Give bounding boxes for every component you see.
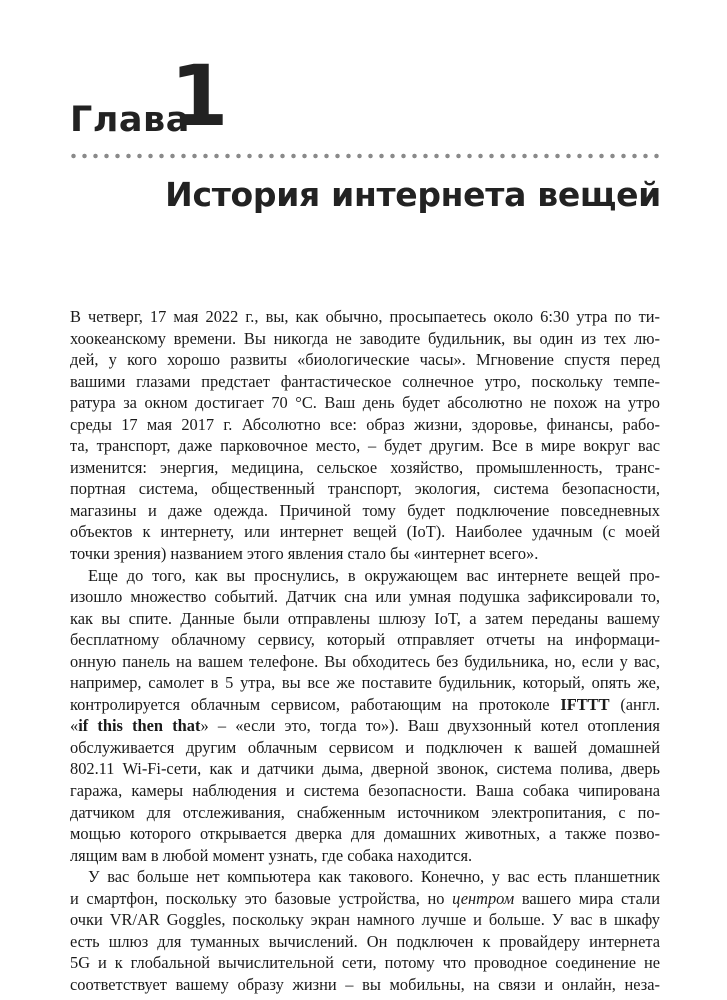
text-line [70,543,660,565]
text-run: ратура за окном достигает 70 °C. Ваш день будет абсолютно не похож на утро [70,393,660,413]
text-line [70,823,660,845]
text-line [70,586,660,608]
text-run: изошло множество событий. Датчик сна или умная подушка зафиксировали то, [70,587,660,607]
text-line [70,328,660,350]
text-line [70,349,660,371]
text-run: (англ. [609,694,660,714]
paragraph [70,866,660,995]
text-line [70,629,660,651]
text-line [70,457,660,479]
text-line [70,974,660,996]
bold-term: IFTTT [560,694,610,714]
text-line [70,435,660,457]
text-run: среды 17 мая 2017 г. Абсолютно все: образ жизни, здоровье, финансы, рабо- [70,414,660,434]
text-run: » – «если это, тогда то»). Ваш двухзонный котел отопления [200,716,660,736]
text-line [70,866,660,888]
text-line [70,758,660,780]
text-line [70,371,660,393]
text-line [70,651,660,673]
text-run: соответствует вашему образу жизни – вы мобильны, на связи и онлайн, неза- [70,974,660,994]
text-line [70,521,660,543]
text-run: Еще до того, как вы проснулись, в окружающем вас интернете вещей про- [88,565,660,585]
text-run: датчиком для отслеживания, снабженным источником электропитания, с по- [70,802,660,822]
text-run: 802.11 Wi-Fi-сети, как и датчики дыма, дверной звонок, система полива, дверь [70,759,660,779]
text-run: объектов к интернету, или интернет вещей (IoT). Наиболее удачным (с моей [70,522,660,542]
chapter-title: История интернета вещей [165,175,661,214]
text-run: как вы спите. Данные были отправлены шлюзу IoT, а затем переданы вашему [70,608,660,628]
text-line [70,672,660,694]
text-line [70,500,660,522]
text-line [70,909,660,931]
paragraph [70,306,660,565]
text-line [70,565,660,587]
text-run: очки VR/AR Goggles, поскольку экран намного лучше и больше. У вас в шкафу [70,910,660,930]
text-run: 5G и к глобальной вычислительной сети, потому что проводное соединение не [70,953,660,973]
text-line [70,478,660,500]
text-run: дей, у кого хорошо развиты «биологические часы». Мгновение спустя перед [70,350,660,370]
chapter-label: Глава [70,100,190,140]
text-line [70,845,660,867]
text-run: изменится: энергия, медицина, сельское хозяйство, промышленность, транс- [70,457,660,477]
text-run: точки зрения) названием этого явления стало бы «интернет всего». [70,544,539,564]
text-line [70,306,660,328]
text-run: хоокеанскому времени. Вы никогда не заводите будильник, вы один из тех лю- [70,328,660,348]
text-line [70,694,660,716]
body-text [70,306,660,996]
text-line [70,392,660,414]
italic-term: центром [452,888,515,908]
text-line [70,931,660,953]
text-run: У вас больше нет компьютера как такового. Конечно, у вас есть планшетник [88,867,660,887]
text-line [70,414,660,436]
text-run: вашими глазами предстает фантастическое солнечное утро, поскольку темпе- [70,371,660,391]
text-run: вашего мира стали [514,888,660,908]
text-line [70,780,660,802]
text-line [70,952,660,974]
text-line [70,888,660,910]
text-run: мощью которого открывается дверка для домашних животных, а также позво- [70,824,660,844]
text-run: лящим вам в любой момент узнать, где собака находится. [70,845,473,865]
text-line [70,715,660,737]
text-run: контролируется облачным сервисом, работающим на протоколе [70,694,561,714]
text-run: есть шлюз для туманных вычислений. Он подключен к провайдеру интернета [70,931,660,951]
dotted-divider [68,152,662,160]
text-run: например, самолет в 5 утра, вы все же поставите будильник, который, опять же, [70,673,660,693]
text-run: портная система, общественный транспорт, экология, система безопасности, [70,479,660,499]
text-run: и смартфон, поскольку это базовые устройства, но [70,888,453,908]
text-run: обслуживается другим облачным сервисом и подключен к вашей домашней [70,737,660,757]
text-line [70,802,660,824]
text-line [70,737,660,759]
text-line [70,608,660,630]
text-run: онную панель на вашем телефоне. Вы обходитесь без будильника, но, если у вас, [70,651,660,671]
text-run: В четверг, 17 мая 2022 г., вы, как обычно, просыпаетесь около 6:30 утра по ти- [70,307,660,326]
text-run: « [70,716,79,736]
paragraph [70,565,660,867]
text-run: магазины и даже одежда. Причиной тому будет подключение повседневных [70,500,660,520]
bold-term: if this then that [78,716,201,736]
text-run: та, транспорт, даже парковочное место, – будет другим. Все в мире вокруг вас [70,436,660,456]
chapter-number: 1 [170,47,229,145]
text-run: бесплатному облачному сервису, который отправляет отчеты на информаци- [70,630,660,650]
chapter-header [70,47,660,148]
text-run: гаража, камеры наблюдения и система безопасности. Ваша собака чипирована [70,781,660,801]
